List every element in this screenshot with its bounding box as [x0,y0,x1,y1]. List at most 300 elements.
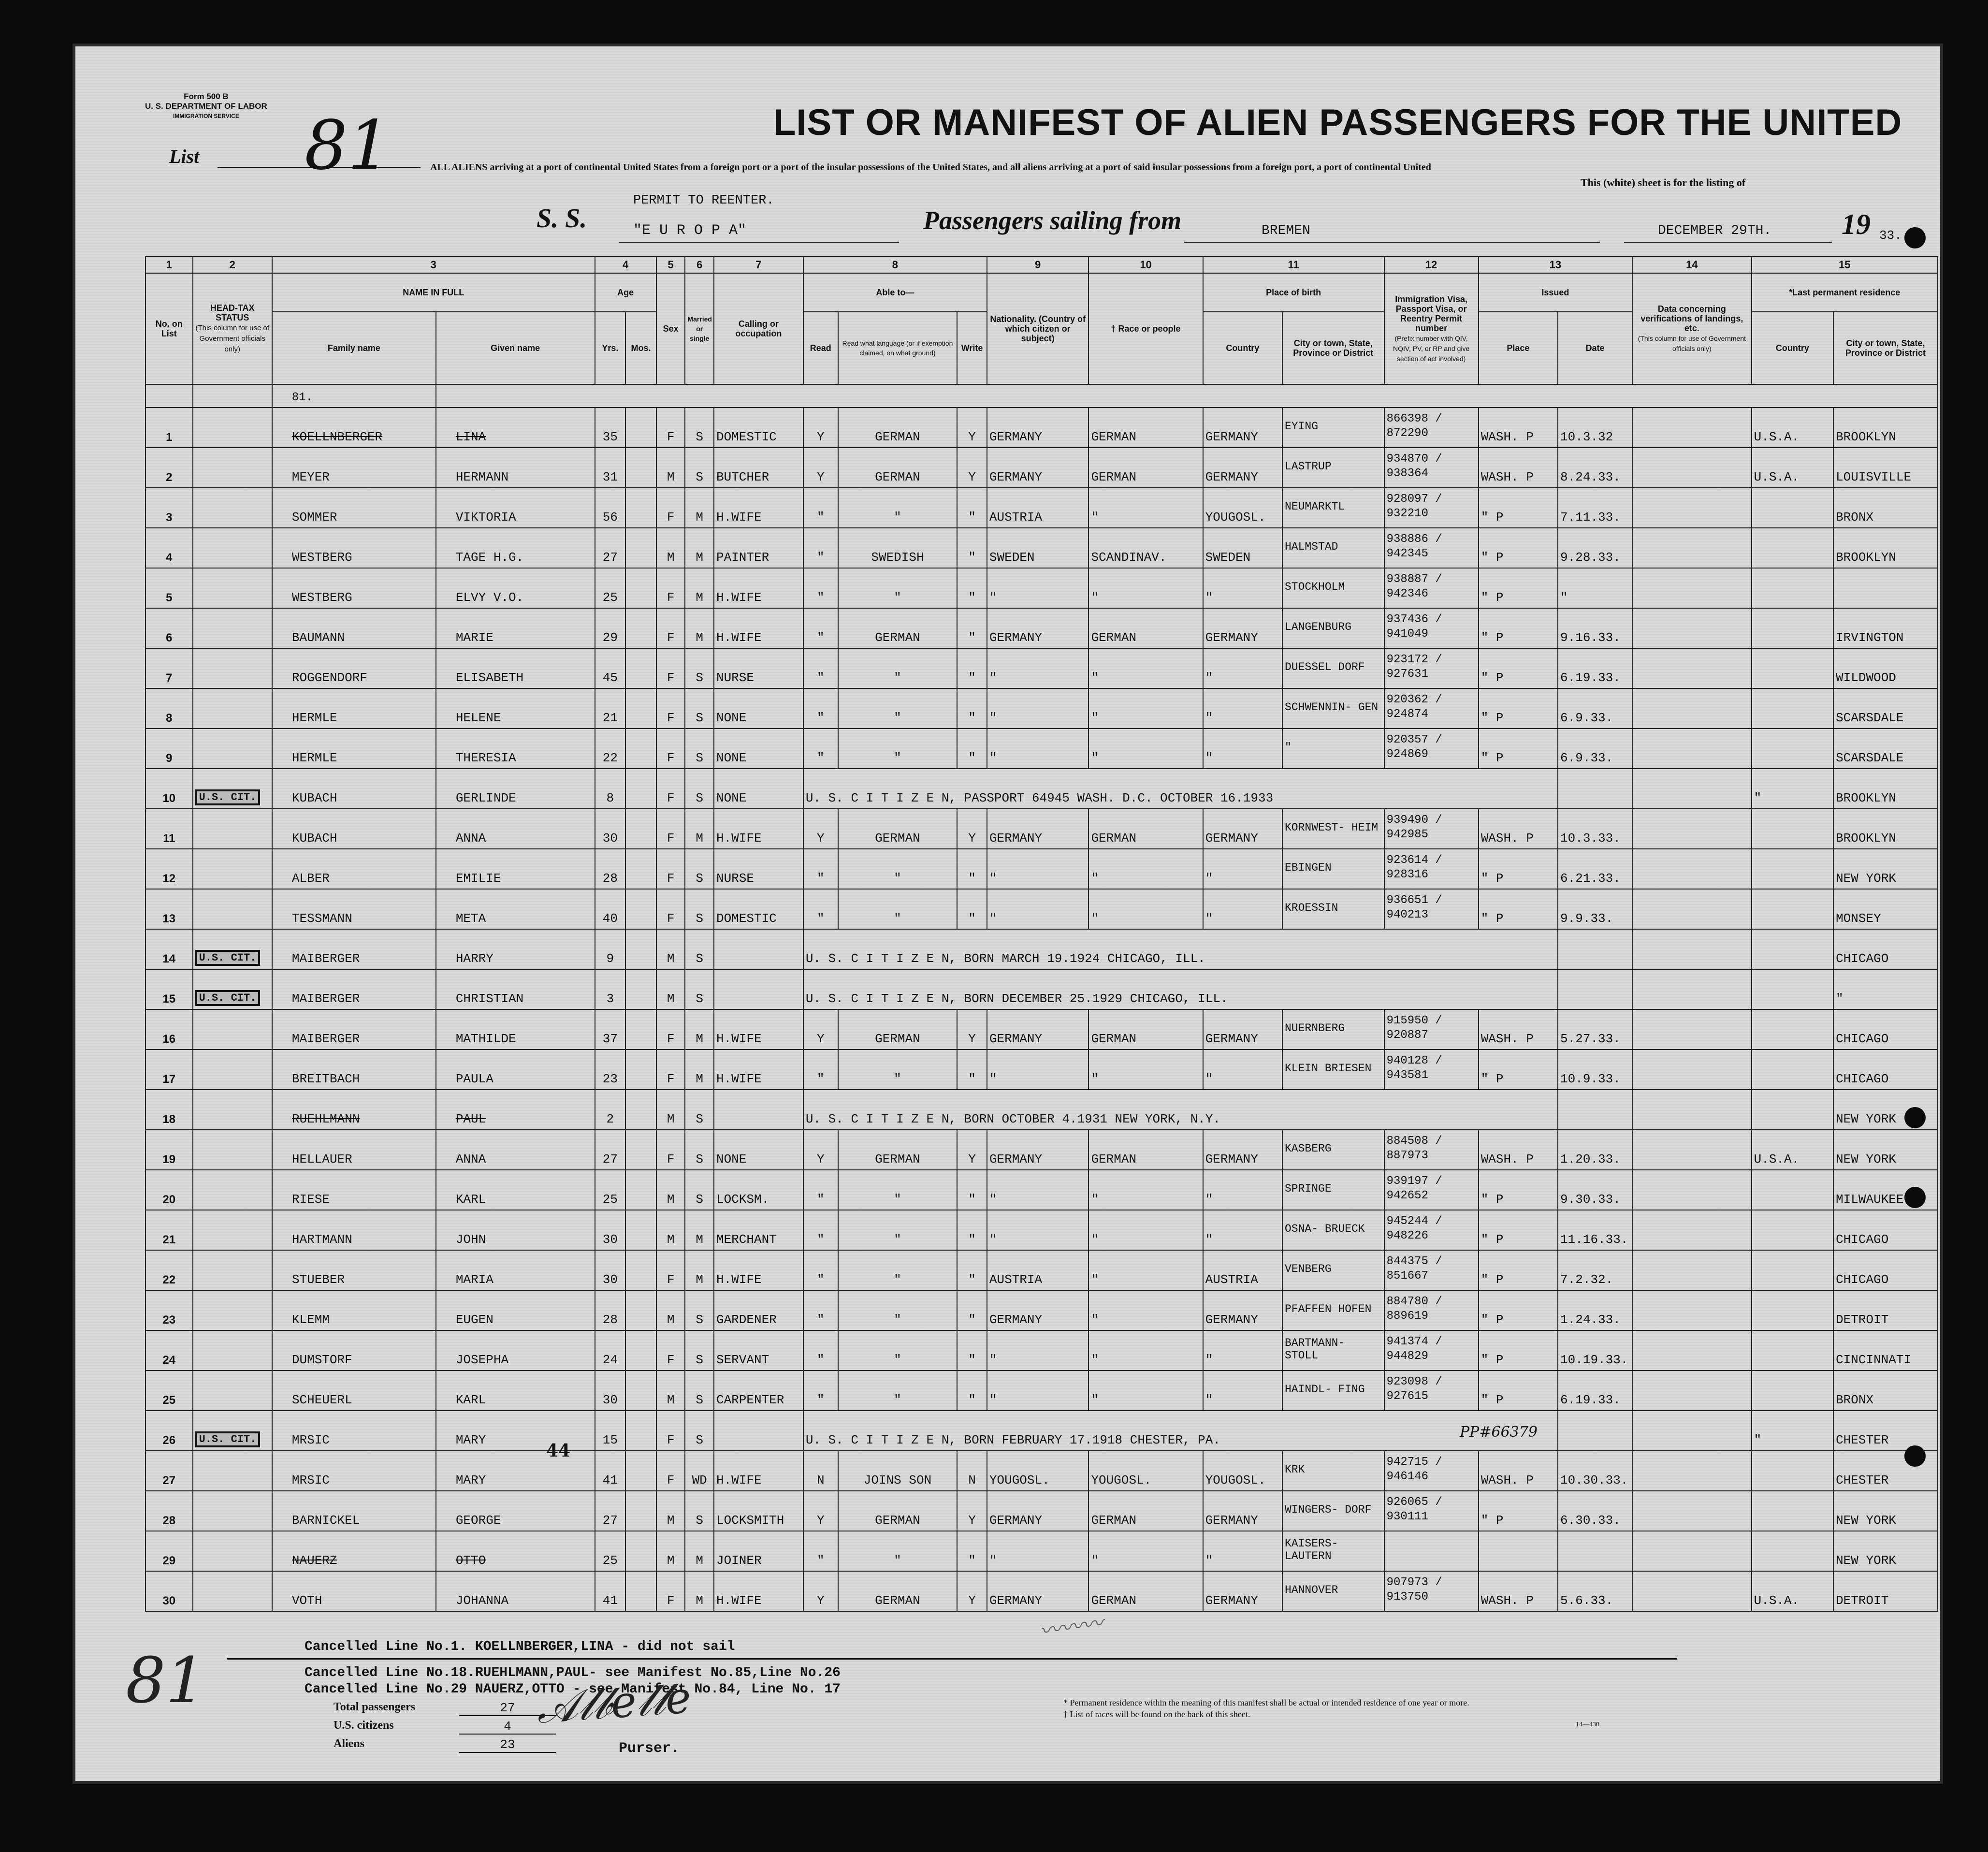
family-name: MRSIC [272,1411,436,1451]
age-years: 28 [595,849,626,889]
occupation: DOMESTIC [714,408,803,448]
footnote-residence: * Permanent residence within the meaning of this manifest shall be actual or intended residence of one year or more. [1063,1698,1469,1707]
visa-number: 939197 / 942652 [1384,1170,1479,1210]
can-write: " [957,488,987,528]
age-months [625,1491,656,1531]
given-name: GERLINDE [436,769,595,809]
can-read: " [803,1330,838,1371]
page-title: LIST OR MANIFEST OF ALIEN PASSENGERS FOR THE UNITED [773,102,1902,143]
line-number: 28 [145,1491,193,1531]
completion-scribble: 〰〰〰 [1038,1611,1105,1644]
can-read: " [803,648,838,688]
visa-number: 884508 / 887973 [1384,1130,1479,1170]
read-language: GERMAN [838,1571,958,1611]
header-place: Place [1479,312,1558,384]
header-nationality: Nationality. (Country of which citizen or subject) [987,273,1089,384]
line-number: 10 [145,769,193,809]
read-language: " [838,1250,958,1290]
issued-date: 6.30.33. [1558,1491,1632,1531]
marital-status: M [685,1210,714,1250]
form-header [145,92,267,121]
family-name: KUBACH [272,769,436,809]
race: " [1088,1531,1203,1571]
can-read: " [803,849,838,889]
given-name: MARY [436,1411,595,1451]
table-row [145,809,1938,849]
head-tax-cell [193,1330,272,1371]
can-read: N [803,1451,838,1491]
race: GERMAN [1088,809,1203,849]
family-name: WESTBERG [272,568,436,608]
given-name: ELVY V.O. [436,568,595,608]
given-name: ANNA [436,1130,595,1170]
age-months [625,1571,656,1611]
can-write: Y [957,448,987,488]
residence-city: CHICAGO [1833,1250,1938,1290]
birth-city: NEUMARKTL [1282,488,1384,528]
residence-country [1752,729,1833,769]
residence-country [1752,528,1833,568]
header-yrs: Yrs. [595,312,626,384]
line-number: 20 [145,1170,193,1210]
read-language: " [838,1170,958,1210]
department-label: U. S. DEPARTMENT OF LABOR [145,102,267,111]
age-years: 25 [595,568,626,608]
verification-data [1632,889,1752,929]
visa-number: 942715 / 946146 [1384,1451,1479,1491]
verification-data [1632,1571,1752,1611]
head-tax-cell [193,1250,272,1290]
birth-country: YOUGOSL. [1203,488,1282,528]
race: " [1088,1170,1203,1210]
residence-country [1752,809,1833,849]
given-name: TAGE H.G. [436,528,595,568]
can-write: Y [957,1130,987,1170]
issued-place: " P [1479,608,1558,648]
nationality: GERMANY [987,1491,1089,1531]
residence-country [1752,969,1833,1009]
issued-date: 8.24.33. [1558,448,1632,488]
read-language: " [838,1210,958,1250]
race: " [1088,1371,1203,1411]
header-age: Age [595,273,656,312]
sex: M [656,1371,685,1411]
page-number-row [145,384,1938,408]
occupation: H.WIFE [714,608,803,648]
sex: M [656,1170,685,1210]
sex: M [656,448,685,488]
given-name: HARRY [436,929,595,969]
verification-data [1632,1130,1752,1170]
issued-place: WASH. P [1479,448,1558,488]
visa-number: 907973 / 913750 [1384,1571,1479,1611]
birth-country: AUSTRIA [1203,1250,1282,1290]
verification-data [1632,1210,1752,1250]
occupation: H.WIFE [714,1009,803,1050]
birth-country: GERMANY [1203,1130,1282,1170]
can-write: Y [957,1491,987,1531]
age-months [625,1170,656,1210]
marital-status: M [685,528,714,568]
issued-date [1558,1090,1632,1130]
can-write: " [957,528,987,568]
line-number: 27 [145,1451,193,1491]
occupation: CARPENTER [714,1371,803,1411]
head-tax-cell [193,688,272,729]
can-read: " [803,608,838,648]
manifest-sheet [73,44,1943,1784]
age-months [625,1451,656,1491]
marital-status: S [685,408,714,448]
given-name: THERESIA [436,729,595,769]
verification-data [1632,1330,1752,1371]
age-years: 21 [595,688,626,729]
us-citizens-value: 4 [459,1719,556,1735]
issued-date: 5.6.33. [1558,1571,1632,1611]
can-read: " [803,488,838,528]
residence-country [1752,1090,1833,1130]
marital-status: S [685,1330,714,1371]
line-number: 30 [145,1571,193,1611]
residence-country [1752,1491,1833,1531]
occupation: NONE [714,729,803,769]
issued-date: 9.16.33. [1558,608,1632,648]
sex: F [656,1571,685,1611]
birth-city: KASBERG [1282,1130,1384,1170]
handwritten-pp: PP#66379 [1460,1424,1538,1441]
col-num-13: 13 [1479,257,1632,273]
family-name: NAUERZ [272,1531,436,1571]
head-tax-cell [193,1411,272,1451]
birth-city: EYING [1282,408,1384,448]
header-race: † Race or people [1088,273,1203,384]
birth-country: YOUGOSL. [1203,1451,1282,1491]
table-row [145,1170,1938,1210]
sex: F [656,688,685,729]
residence-city: BROOKLYN [1833,528,1938,568]
occupation [714,1090,803,1130]
year-suffix: 33. [1879,228,1902,243]
nationality: GERMANY [987,1009,1089,1050]
sex: F [656,1330,685,1371]
line-number: 2 [145,448,193,488]
given-name: KARL [436,1170,595,1210]
verification-data [1632,1090,1752,1130]
family-name: HERMLE [272,688,436,729]
can-read: Y [803,1571,838,1611]
nationality: AUSTRIA [987,1250,1089,1290]
birth-city: KAISERS- LAUTERN [1282,1531,1384,1571]
nationality: " [987,1371,1089,1411]
marital-status: M [685,568,714,608]
marital-status: S [685,648,714,688]
age-years: 27 [595,1491,626,1531]
given-name: JOHANNA [436,1571,595,1611]
age-months [625,688,656,729]
table-row [145,648,1938,688]
nationality: GERMANY [987,1130,1089,1170]
marital-status: M [685,1531,714,1571]
footnotes [1063,1697,1469,1720]
data-verif-label: Data concerning verifications of landings, etc. [1640,304,1743,333]
marital-status: S [685,1090,714,1130]
issued-place: " P [1479,1050,1558,1090]
table-row [145,769,1938,809]
family-name: ALBER [272,849,436,889]
occupation: H.WIFE [714,1571,803,1611]
age-years: 45 [595,648,626,688]
occupation: JOINER [714,1531,803,1571]
residence-country [1752,849,1833,889]
nationality: " [987,889,1089,929]
col-num-14: 14 [1632,257,1752,273]
issued-date: 6.9.33. [1558,688,1632,729]
visa-number: 937436 / 941049 [1384,608,1479,648]
purser-label: Purser. [619,1740,680,1757]
can-write: " [957,1290,987,1330]
family-name: KOELLNBERGER [272,408,436,448]
nationality: AUSTRIA [987,488,1089,528]
marital-status: M [685,809,714,849]
race: GERMAN [1088,408,1203,448]
can-write: Y [957,408,987,448]
head-tax-cell [193,849,272,889]
family-name: MAIBERGER [272,1009,436,1050]
birth-city: VENBERG [1282,1250,1384,1290]
residence-country [1752,1330,1833,1371]
nationality: " [987,1531,1089,1571]
given-name: OTTO [436,1531,595,1571]
age-years: 41 [595,1451,626,1491]
marital-status: S [685,1411,714,1451]
header-place-of-birth: Place of birth [1203,273,1384,312]
cancellation-line-3: Cancelled Line No.29 NAUERZ,OTTO - see Manifest No.84, Line No. 17 [305,1682,841,1697]
given-name: META [436,889,595,929]
race: " [1088,729,1203,769]
subtitle-aliens: ALL ALIENS arriving at a port of continental United States from a foreign port or a port of the insular possessions of the United States, and all aliens arriving at a port of said insular possessions from a foreign port, a port of continental United [430,162,1431,173]
table-row [145,1491,1938,1531]
line-number: 12 [145,849,193,889]
residence-city: CINCINNATI [1833,1330,1938,1371]
given-name: VIKTORIA [436,488,595,528]
age-years: 37 [595,1009,626,1050]
given-name: MARY [436,1451,595,1491]
punch-hole [1904,1187,1926,1208]
age-months [625,1090,656,1130]
visa-number: 923098 / 927615 [1384,1371,1479,1411]
head-tax-cell [193,1451,272,1491]
visa-label: Immigration Visa, Passport Visa, or Reentry Permit number [1395,294,1467,333]
col-num-9: 9 [987,257,1089,273]
marital-status: S [685,769,714,809]
read-language: GERMAN [838,809,958,849]
footnote-races: † List of races will be found on the back of this sheet. [1063,1709,1250,1719]
age-months [625,1531,656,1571]
read-language: " [838,849,958,889]
header-given-name: Given name [436,312,595,384]
race: " [1088,849,1203,889]
header-res-city: City or town, State, Province or District [1833,312,1938,384]
occupation: NONE [714,688,803,729]
manifest-table [145,256,1938,1612]
age-months [625,1330,656,1371]
visa-number: 923614 / 928316 [1384,849,1479,889]
marital-status: S [685,1371,714,1411]
can-read: " [803,1210,838,1250]
residence-country [1752,608,1833,648]
marital-status: S [685,729,714,769]
nationality: " [987,648,1089,688]
nationality: " [987,1330,1089,1371]
head-tax-cell [193,769,272,809]
race: " [1088,648,1203,688]
birth-country: " [1203,1330,1282,1371]
issued-date [1558,1411,1632,1451]
table-row [145,1330,1938,1371]
birth-country: " [1203,1210,1282,1250]
issued-date: 10.3.32 [1558,408,1632,448]
family-name: TESSMANN [272,889,436,929]
age-months [625,1371,656,1411]
header-issued-date: Date [1558,312,1632,384]
sex: M [656,969,685,1009]
birth-country: " [1203,568,1282,608]
table-row [145,528,1938,568]
age-months [625,568,656,608]
sex: F [656,1411,685,1451]
issued-date: 9.30.33. [1558,1170,1632,1210]
birth-city: BARTMANN- STOLL [1282,1330,1384,1371]
nationality: " [987,688,1089,729]
punch-hole [1904,227,1926,248]
age-years: 24 [595,1330,626,1371]
occupation: NONE [714,1130,803,1170]
race: " [1088,488,1203,528]
can-read: Y [803,809,838,849]
residence-country: U.S.A. [1752,1130,1833,1170]
verification-data [1632,488,1752,528]
can-read: " [803,729,838,769]
given-name: ELISABETH [436,648,595,688]
marital-status: S [685,1491,714,1531]
given-name: ANNA [436,809,595,849]
occupation: NURSE [714,648,803,688]
age-years: 35 [595,408,626,448]
race: " [1088,568,1203,608]
sex: F [656,408,685,448]
visa-number: 926065 / 930111 [1384,1491,1479,1531]
head-tax-cell [193,1009,272,1050]
residence-city: NEW YORK [1833,1130,1938,1170]
sex: M [656,1090,685,1130]
residence-city: IRVINGTON [1833,608,1938,648]
birth-city: " [1282,729,1384,769]
sex: M [656,1531,685,1571]
age-years: 27 [595,1130,626,1170]
header-name-in-full: NAME IN FULL [272,273,595,312]
table-row [145,889,1938,929]
can-write: " [957,648,987,688]
table-row [145,1531,1938,1571]
verification-data [1632,929,1752,969]
read-language: " [838,729,958,769]
marital-status: WD [685,1451,714,1491]
col-num-11: 11 [1203,257,1384,273]
ship-underline [619,242,899,243]
race: " [1088,1330,1203,1371]
race: " [1088,1050,1203,1090]
age-years: 22 [595,729,626,769]
head-tax-cell [193,1170,272,1210]
line-number: 26 [145,1411,193,1451]
nationality: YOUGOSL. [987,1451,1089,1491]
given-name: PAULA [436,1050,595,1090]
read-language: " [838,688,958,729]
visa-number: 940128 / 943581 [1384,1050,1479,1090]
given-name: CHRISTIAN [436,969,595,1009]
issued-place: WASH. P [1479,1451,1558,1491]
table-row [145,1371,1938,1411]
issued-place: WASH. P [1479,1571,1558,1611]
visa-number: 938886 / 942345 [1384,528,1479,568]
handwritten-age-note: 44 [546,1441,571,1461]
issued-date [1558,969,1632,1009]
line-number: 14 [145,929,193,969]
residence-city: BROOKLYN [1833,408,1938,448]
family-name: KLEMM [272,1290,436,1330]
birth-country: " [1203,648,1282,688]
head-tax-cell [193,1571,272,1611]
birth-city: NUERNBERG [1282,1009,1384,1050]
header-able-to: Able to— [803,273,987,312]
data-verif-note: (This column for use of Government officials only) [1638,335,1746,352]
line-number: 15 [145,969,193,1009]
verification-data [1632,1050,1752,1090]
us-citizen-note: U. S. C I T I Z E N, PASSPORT 64945 WASH. D.C. OCTOBER 16.1933 [803,769,1558,809]
port-underline [1184,242,1600,243]
issued-date: 7.11.33. [1558,488,1632,528]
residence-city: NEW YORK [1833,1491,1938,1531]
line-number: 6 [145,608,193,648]
issued-date: 6.19.33. [1558,648,1632,688]
sex: M [656,1491,685,1531]
occupation [714,929,803,969]
residence-country [1752,648,1833,688]
verification-data [1632,1170,1752,1210]
race: SCANDINAV. [1088,528,1203,568]
residence-city: BRONX [1833,1371,1938,1411]
race: GERMAN [1088,448,1203,488]
residence-city: BROOKLYN [1833,769,1938,809]
age-months [625,1210,656,1250]
marital-status: S [685,969,714,1009]
nationality: GERMANY [987,1290,1089,1330]
age-months [625,929,656,969]
age-years: 2 [595,1090,626,1130]
head-tax-cell [193,408,272,448]
line-number: 24 [145,1330,193,1371]
us-citizen-stamp: U.S. CIT. [195,1431,261,1447]
age-years: 30 [595,1371,626,1411]
birth-city: PFAFFEN HOFEN [1282,1290,1384,1330]
birth-country: " [1203,889,1282,929]
occupation [714,1411,803,1451]
aliens-label: Aliens [334,1737,365,1750]
table-row [145,849,1938,889]
residence-city: BROOKLYN [1833,809,1938,849]
head-tax-cell [193,1531,272,1571]
date-value: DECEMBER 29TH. [1658,223,1772,238]
